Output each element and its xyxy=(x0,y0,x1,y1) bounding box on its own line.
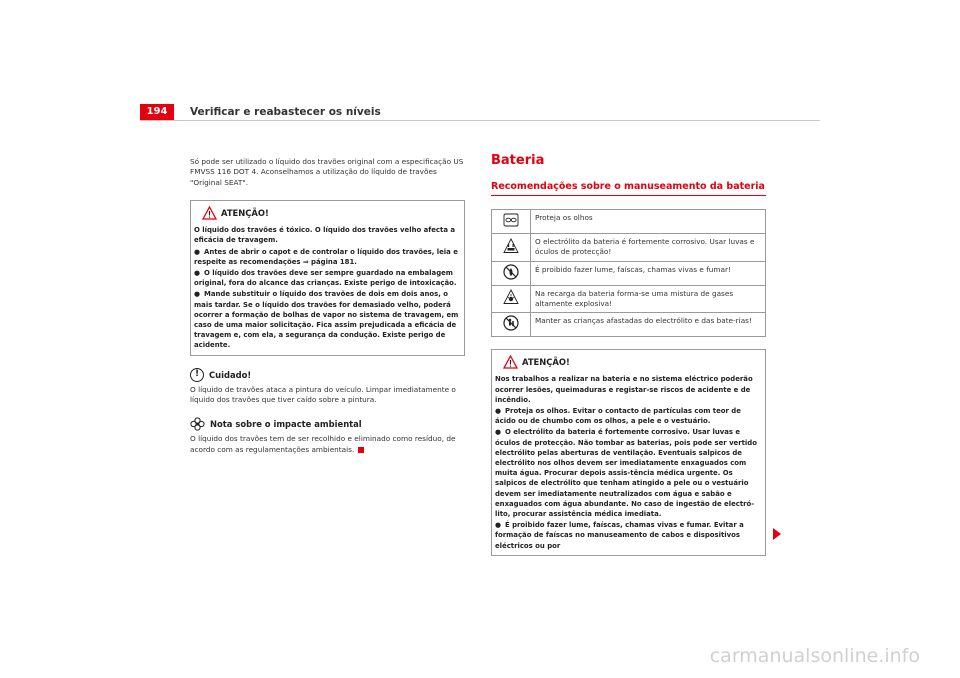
battery-symbols-table xyxy=(491,209,766,337)
table-row xyxy=(492,234,766,261)
section-title: Bateria xyxy=(491,153,545,168)
warning-text: Nos trabalhos a realizar na bateria e no sistema eléctrico poderão ocorrer lesões, queimaduras e registar-se riscos de acidente e de incêndio. xyxy=(495,375,753,404)
brake-fluid-intro: Só pode ser utilizado o líquido dos travões original com a especificação US FMVSS 116 DOT 4. Aconselhamos a utilização do líquido de travões "Original SEAT". xyxy=(190,157,464,187)
left-column xyxy=(190,157,465,455)
bullet-icon: ● xyxy=(194,247,201,256)
caution-label: Cuidado! xyxy=(209,369,252,380)
continue-arrow-icon xyxy=(773,528,781,540)
warning-heading xyxy=(202,206,461,220)
table-row xyxy=(492,210,766,234)
warning-triangle-icon xyxy=(503,355,518,369)
warning-bullet: ● Mande substituir o líquido dos travões de dois em dois anos, o mais tardar. Se o líquido dos travões for demasiado velho, poderá ocorrer a formação de bolhas de vapor no sistema de travagem, em caso de uma maior solicitação. Fica assim prejudicada a eficácia de travagem e, com ela, a segurança da condução. Existe perigo de acidente. xyxy=(194,290,459,350)
bullet-icon: ● xyxy=(495,521,502,530)
bullet-icon: ● xyxy=(194,269,201,278)
subsection-title: Recomendações sobre o manuseamento da bateria xyxy=(491,181,766,196)
page-header-title: Verificar e reabastecer os níveis xyxy=(190,106,381,118)
corrosive-icon xyxy=(503,238,519,254)
symbol-description: Na recarga da bateria forma-se uma mistura de gases altamente explosiva! xyxy=(531,285,766,312)
goggles-icon xyxy=(503,212,519,228)
caution-icon: ! xyxy=(190,368,204,382)
symbol-description: O electrólito da bateria é fortemente corrosivo. Usar luvas e óculos de protecção! xyxy=(531,234,766,261)
header-divider xyxy=(140,120,820,121)
explosive-icon xyxy=(503,289,519,305)
symbol-description: Manter as crianças afastadas do electrólito e das bate-rias! xyxy=(531,313,766,337)
symbol-description: Proteja os olhos xyxy=(531,210,766,234)
table-row xyxy=(492,285,766,312)
environment-label: Nota sobre o impacte ambiental xyxy=(210,419,362,430)
warning-label: ATENÇÃO! xyxy=(221,208,269,219)
bullet-icon: ● xyxy=(194,290,201,299)
page-number: 194 xyxy=(140,104,174,120)
right-column xyxy=(491,153,766,556)
symbol-description: É proibido fazer lume, faíscas, chamas vivas e fumar! xyxy=(531,261,766,285)
caution-text: O líquido de travões ataca a pintura do veículo. Limpar imediatamente o líquido dos travões que tiver caído sobre a pintura. xyxy=(190,384,456,405)
bullet-icon: ● xyxy=(495,428,502,437)
environment-flower-icon xyxy=(190,417,205,431)
table-row xyxy=(492,261,766,285)
brake-warning-box xyxy=(190,200,465,355)
warning-label: ATENÇÃO! xyxy=(522,357,570,368)
bullet-icon: ● xyxy=(495,407,502,416)
no-children-icon xyxy=(503,315,519,331)
battery-warning-box xyxy=(491,349,766,555)
warning-bullet: ● Antes de abrir o capot e de controlar o líquido dos travões, leia e respeite as recomendações ⇒ página 181. xyxy=(194,247,458,266)
section-end-marker xyxy=(358,447,364,453)
warning-bullet: ● O electrólito da bateria é fortemente corrosivo. Usar luvas e óculos de protecção. Não tombar as baterias, pois pode ser vertido electrólito pelas aberturas de ventilação. Eventuais salpicos de electrólito nos olhos devem ser imediatamente enxaguados com muita água. Procurar depois assis-tência médica urgente. Os salpicos de electrólito que tenham atingido a pele ou o vestuário devem ser imediatamente neutralizados com água e sabão e enxaguados com água abundante. No caso de ingestão de electró-lito, procurar assistência médica imediata. xyxy=(495,428,757,519)
warning-bullet: ● Proteja os olhos. Evitar o contacto de partículas com teor de ácido ou de chumbo com os olhos, a pele e o vestuário. xyxy=(495,407,741,426)
environment-text: O líquido dos travões tem de ser recolhido e eliminado como resíduo, de acordo com as regulamentações ambientais. xyxy=(190,434,456,454)
warning-bullet: ● É proibido fazer lume, faíscas, chamas vivas e fumar. Evitar a formação de faíscas no manuseamento de cabos e dispositivos eléctricos ou por xyxy=(495,521,744,550)
environment-heading xyxy=(190,417,465,431)
watermark: carmanualsonline.info xyxy=(709,645,920,667)
warning-text: O líquido dos travões é tóxico. O líquido dos travões velho afecta a eficácia de travagem. xyxy=(194,226,456,245)
caution-heading xyxy=(190,368,465,382)
no-fire-icon xyxy=(503,264,519,280)
warning-heading xyxy=(503,355,762,369)
warning-bullet: ● O líquido dos travões deve ser sempre guardado na embalagem original, fora do alcance das crianças. Existe perigo de intoxicação. xyxy=(194,269,457,288)
table-row xyxy=(492,313,766,337)
warning-triangle-icon xyxy=(202,206,217,220)
